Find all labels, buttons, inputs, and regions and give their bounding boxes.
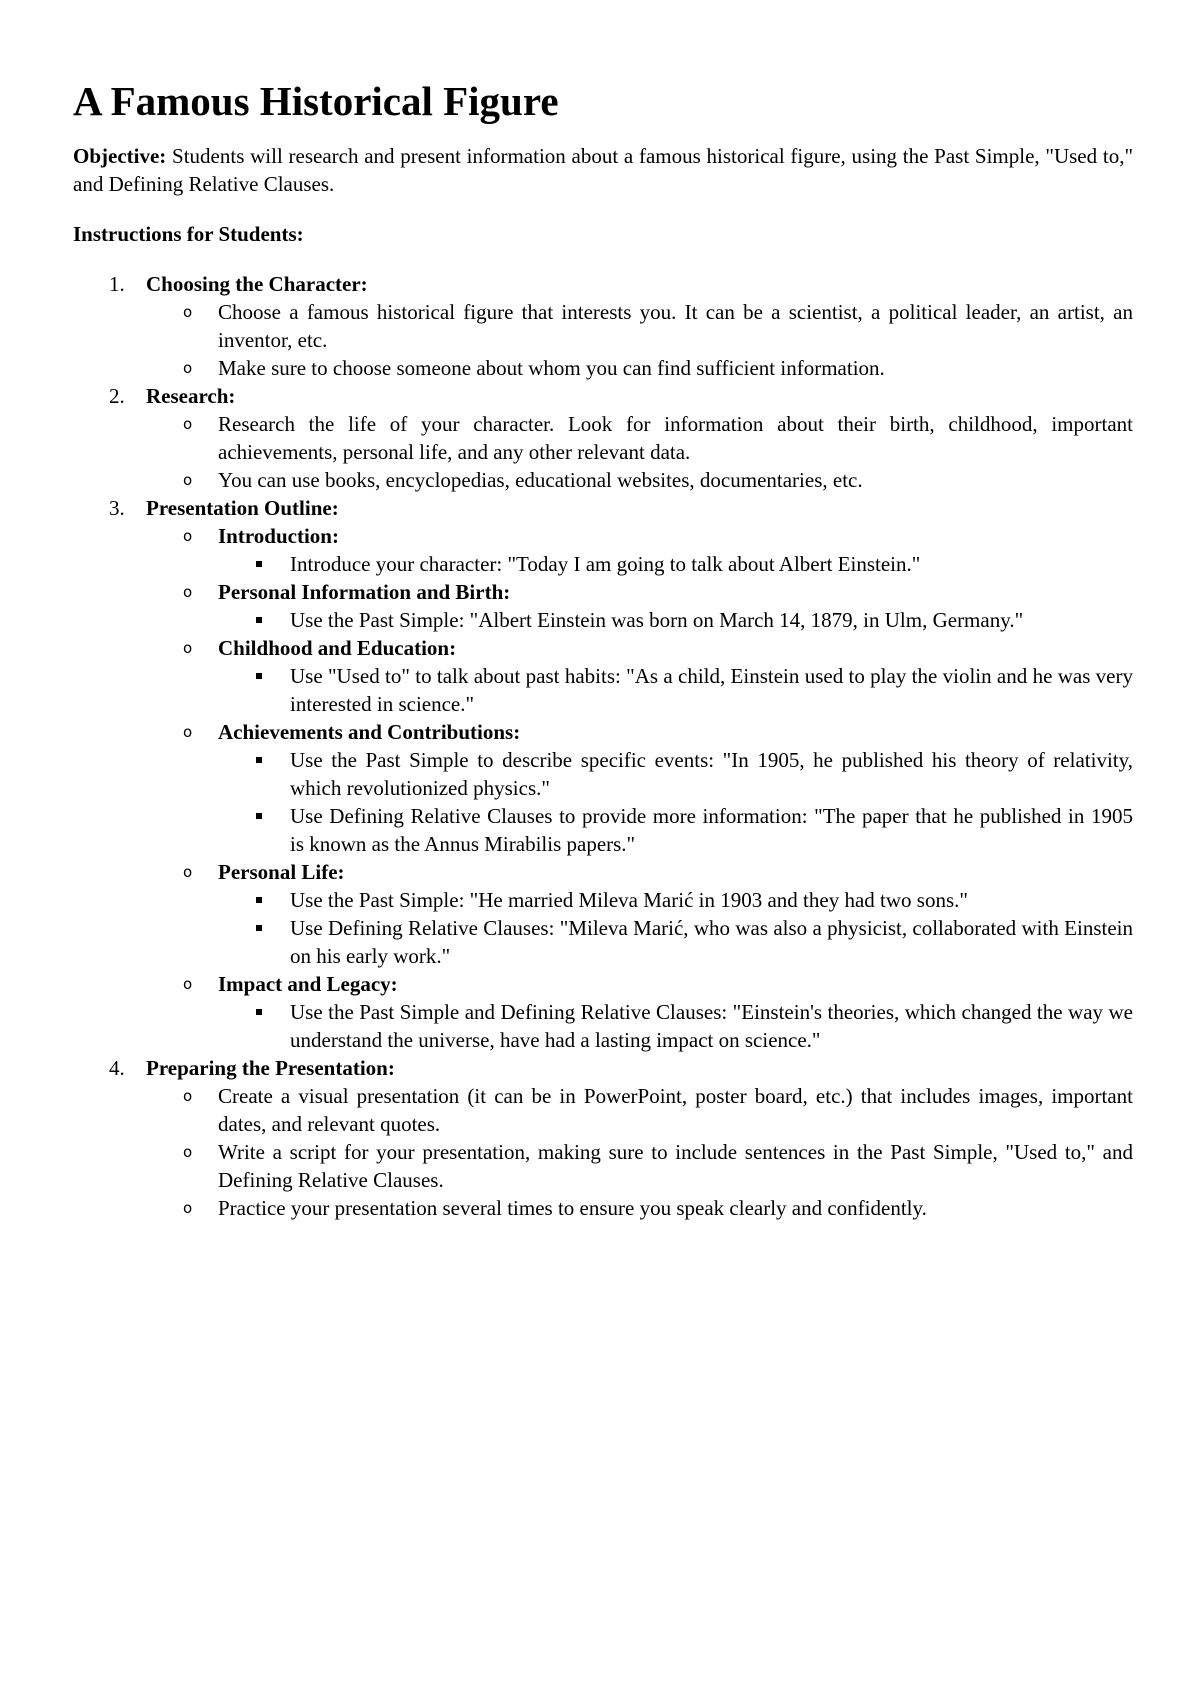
document-title: A Famous Historical Figure [73,78,559,124]
circle-bullet-icon: o [183,639,193,657]
step-title: Presentation Outline: [146,496,339,520]
document-page [73,78,1133,1222]
instructions-heading: Instructions for Students: [73,222,304,246]
nested-list [218,886,1133,970]
list-item-text: Use the Past Simple to describe specific events: "In 1905, he published his theory of relativity, which revolutionized physics." [290,748,1133,800]
step-number: 2. [109,384,125,408]
nested-list-item [218,550,1133,578]
circle-bullet-icon: o [183,359,193,377]
square-bullet-icon [256,617,262,623]
step-sublist [146,1082,1133,1222]
list-item-text: Use the Past Simple and Defining Relative Clauses: "Einstein's theories, which changed the way we understand the universe, have had a lasting impact on science." [290,1000,1133,1052]
square-bullet-icon [256,673,262,679]
circle-bullet-icon: o [183,527,193,545]
list-item [146,466,1133,494]
square-bullet-icon [256,757,262,763]
list-item [146,578,1133,634]
circle-bullet-icon: o [183,415,193,433]
nested-list-item [218,998,1133,1054]
list-item-text: Use the Past Simple: "Albert Einstein was born on March 14, 1879, in Ulm, Germany." [290,608,1024,632]
section-title: Childhood and Education: [218,636,457,660]
list-item-text: Write a script for your presentation, making sure to include sentences in the Past Simple, "Used to," and Defining Relative Clauses. [218,1140,1133,1192]
square-bullet-icon [256,813,262,819]
square-bullet-icon [256,1009,262,1015]
step-title: Preparing the Presentation: [146,1056,395,1080]
nested-list-item [218,606,1133,634]
section-title: Achievements and Contributions: [218,720,521,744]
list-item-text: Create a visual presentation (it can be in PowerPoint, poster board, etc.) that includes images, important dates, and relevant quotes. [218,1084,1133,1136]
circle-bullet-icon: o [183,1199,193,1217]
step-item [73,270,1133,382]
step-number: 3. [109,496,125,520]
step-item [73,1054,1133,1222]
nested-list [218,662,1133,718]
step-item [73,382,1133,494]
square-bullet-icon [256,897,262,903]
list-item [146,1138,1133,1194]
list-item [146,718,1133,858]
list-item [146,298,1133,354]
step-sublist [146,298,1133,382]
circle-bullet-icon: o [183,583,193,601]
circle-bullet-icon: o [183,1087,193,1105]
step-number: 4. [109,1056,125,1080]
list-item [146,354,1133,382]
step-sublist [146,410,1133,494]
list-item-text: Introduce your character: "Today I am going to talk about Albert Einstein." [290,552,921,576]
list-item-text: Use Defining Relative Clauses to provide more information: "The paper that he published in 1905 is known as the Annus Mirabilis papers." [290,804,1133,856]
steps-list [73,270,1133,1222]
circle-bullet-icon: o [183,863,193,881]
nested-list-item [218,662,1133,718]
nested-list [218,606,1133,634]
section-title: Introduction: [218,524,339,548]
step-item [73,494,1133,1054]
list-item [146,858,1133,970]
list-item-text: Practice your presentation several times to ensure you speak clearly and confidently. [218,1196,927,1220]
list-item-text: Make sure to choose someone about whom you can find sufficient information. [218,356,885,380]
nested-list-item [218,914,1133,970]
list-item [146,410,1133,466]
square-bullet-icon [256,561,262,567]
list-item [146,522,1133,578]
nested-list-item [218,886,1133,914]
step-title: Research: [146,384,236,408]
step-number: 1. [109,272,125,296]
objective-paragraph [73,142,1133,198]
step-title: Choosing the Character: [146,272,368,296]
list-item-text: Use the Past Simple: "He married Mileva Marić in 1903 and they had two sons." [290,888,968,912]
circle-bullet-icon: o [183,975,193,993]
step-sublist [146,522,1133,1054]
nested-list [218,550,1133,578]
list-item-text: Use Defining Relative Clauses: "Mileva Marić, who was also a physicist, collaborated with Einstein on his early work." [290,916,1133,968]
list-item [146,1194,1133,1222]
nested-list [218,998,1133,1054]
objective-text: Students will research and present information about a famous historical figure, using the Past Simple, "Used to," and Defining Relative Clauses. [73,144,1134,196]
list-item [146,1082,1133,1138]
circle-bullet-icon: o [183,723,193,741]
nested-list [218,746,1133,858]
list-item-text: Use "Used to" to talk about past habits: "As a child, Einstein used to play the violin and he was very interested in science." [290,664,1133,716]
list-item-text: Choose a famous historical figure that interests you. It can be a scientist, a political leader, an artist, an inventor, etc. [218,300,1133,352]
section-title: Personal Information and Birth: [218,580,511,604]
circle-bullet-icon: o [183,471,193,489]
nested-list-item [218,802,1133,858]
list-item-text: You can use books, encyclopedias, educational websites, documentaries, etc. [218,468,863,492]
objective-label: Objective: [73,144,167,168]
section-title: Personal Life: [218,860,345,884]
circle-bullet-icon: o [183,1143,193,1161]
square-bullet-icon [256,925,262,931]
list-item [146,634,1133,718]
circle-bullet-icon: o [183,303,193,321]
section-title: Impact and Legacy: [218,972,398,996]
list-item [146,970,1133,1054]
nested-list-item [218,746,1133,802]
list-item-text: Research the life of your character. Look for information about their birth, childhood, important achievements, personal life, and any other relevant data. [218,412,1133,464]
